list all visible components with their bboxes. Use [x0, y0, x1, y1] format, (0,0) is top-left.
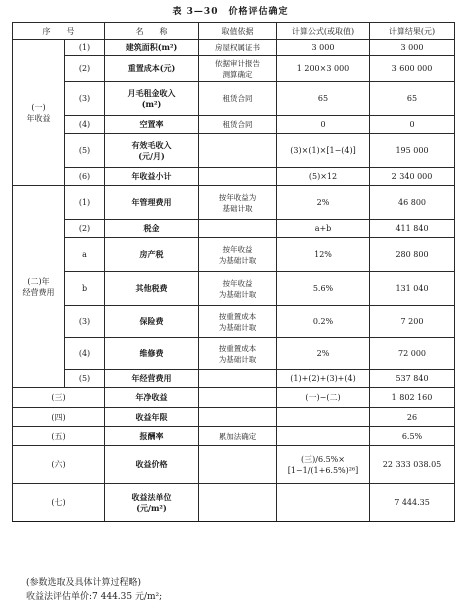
row-name: 收益年限 — [105, 408, 199, 427]
table-row — [13, 220, 455, 238]
row-name: 报酬率 — [105, 427, 199, 446]
row-basis — [199, 370, 277, 388]
row-basis: 累加法确定 — [199, 427, 277, 446]
table-row — [13, 484, 455, 522]
header-index: 序 号 — [13, 23, 105, 40]
row-result: 22 333 038.05 — [370, 446, 455, 484]
row-formula: (5)×12 — [277, 168, 370, 186]
header-name: 名 称 — [105, 23, 199, 40]
row-result: 131 040 — [370, 272, 455, 306]
row-result: 26 — [370, 408, 455, 427]
row-name: 其他税费 — [105, 272, 199, 306]
row-name: 保险费 — [105, 306, 199, 338]
row-name: 空置率 — [105, 116, 199, 134]
row-basis — [199, 168, 277, 186]
row-index: (2) — [65, 56, 105, 82]
row-index: (四) — [13, 408, 105, 427]
table-row — [13, 408, 455, 427]
row-basis: 按重置成本 为基础计取 — [199, 306, 277, 338]
header-result: 计算结果(元) — [370, 23, 455, 40]
row-basis: 依据审计报告 测算确定 — [199, 56, 277, 82]
row-formula: 2% — [277, 338, 370, 370]
row-basis — [199, 446, 277, 484]
row-index: (六) — [13, 446, 105, 484]
row-result: 65 — [370, 82, 455, 116]
table-row — [13, 427, 455, 446]
row-index: b — [65, 272, 105, 306]
row-index: (5) — [65, 370, 105, 388]
row-basis — [199, 484, 277, 522]
row-index: (2) — [65, 220, 105, 238]
row-name: 年收益小计 — [105, 168, 199, 186]
row-index: (3) — [65, 306, 105, 338]
notes-result-line: 收益法评估单价:7 444.35 元/m²; — [26, 592, 163, 602]
row-basis: 租赁合同 — [199, 82, 277, 116]
row-result: 7 200 — [370, 306, 455, 338]
row-basis — [199, 388, 277, 408]
row-index: (1) — [65, 186, 105, 220]
header-basis: 取值依据 — [199, 23, 277, 40]
row-result: 0 — [370, 116, 455, 134]
row-index: (4) — [65, 116, 105, 134]
row-name: 年净收益 — [105, 388, 199, 408]
row-index: (三) — [13, 388, 105, 408]
row-formula: 12% — [277, 238, 370, 272]
row-formula: (3)×(1)×[1−(4)] — [277, 134, 370, 168]
row-basis: 按年收益为 基础计取 — [199, 186, 277, 220]
row-formula: a+b — [277, 220, 370, 238]
row-name: 维修费 — [105, 338, 199, 370]
row-formula: (一)−(二) — [277, 388, 370, 408]
row-name: 重置成本(元) — [105, 56, 199, 82]
table-row — [13, 388, 455, 408]
row-result: 7 444.35 — [370, 484, 455, 522]
row-formula: 5.6% — [277, 272, 370, 306]
row-result: 6.5% — [370, 427, 455, 446]
row-basis: 租赁合同 — [199, 116, 277, 134]
table-row — [13, 56, 455, 82]
row-formula: 2% — [277, 186, 370, 220]
row-result: 411 840 — [370, 220, 455, 238]
row-index: (3) — [65, 82, 105, 116]
row-result: 3 600 000 — [370, 56, 455, 82]
table-row — [13, 238, 455, 272]
row-basis: 按年收益 为基础计取 — [199, 272, 277, 306]
notes — [26, 576, 446, 604]
table-row — [13, 168, 455, 186]
row-index: (七) — [13, 484, 105, 522]
row-formula — [277, 484, 370, 522]
row-index: (5) — [65, 134, 105, 168]
row-name: 收益法单位 (元/m²) — [105, 484, 199, 522]
group-label-annual-income: (一) 年收益 — [13, 40, 65, 186]
row-name: 年管理费用 — [105, 186, 199, 220]
table-row — [13, 134, 455, 168]
row-name: 房产税 — [105, 238, 199, 272]
table-header-row — [13, 23, 455, 40]
table-row — [13, 40, 455, 56]
row-formula: (三)/6.5%× [1−1/(1+6.5%)²⁶] — [277, 446, 370, 484]
row-formula: 65 — [277, 82, 370, 116]
table-row — [13, 446, 455, 484]
row-formula: (1)+(2)+(3)+(4) — [277, 370, 370, 388]
row-index: (1) — [65, 40, 105, 56]
table-row — [13, 306, 455, 338]
row-name: 年经营费用 — [105, 370, 199, 388]
row-result: 2 340 000 — [370, 168, 455, 186]
table-row — [13, 116, 455, 134]
row-formula — [277, 427, 370, 446]
row-name: 税金 — [105, 220, 199, 238]
row-name: 收益价格 — [105, 446, 199, 484]
row-formula: 3 000 — [277, 40, 370, 56]
row-basis — [199, 220, 277, 238]
row-result: 195 000 — [370, 134, 455, 168]
row-name: 建筑面积(m²) — [105, 40, 199, 56]
row-formula: 1 200×3 000 — [277, 56, 370, 82]
row-index: (五) — [13, 427, 105, 446]
row-index: a — [65, 238, 105, 272]
notes-heading: (参数选取及具体计算过程略) — [26, 578, 142, 588]
row-result: 72 000 — [370, 338, 455, 370]
row-basis: 按年收益 为基础计取 — [199, 238, 277, 272]
header-formula: 计算公式(或取值) — [277, 23, 370, 40]
table-row — [13, 82, 455, 116]
row-result: 537 840 — [370, 370, 455, 388]
row-result: 46 800 — [370, 186, 455, 220]
valuation-table — [12, 22, 455, 522]
row-basis — [199, 408, 277, 427]
row-name: 有效毛收入 (元/月) — [105, 134, 199, 168]
row-formula: 0 — [277, 116, 370, 134]
table-title: 表 3—30 价格评估确定 — [172, 7, 289, 17]
row-formula — [277, 408, 370, 427]
row-result: 1 802 160 — [370, 388, 455, 408]
row-index: (4) — [65, 338, 105, 370]
row-basis: 按重置成本 为基础计取 — [199, 338, 277, 370]
table-row — [13, 272, 455, 306]
row-result: 280 800 — [370, 238, 455, 272]
table-row — [13, 186, 455, 220]
row-basis: 房屋权属证书 — [199, 40, 277, 56]
table-row — [13, 370, 455, 388]
row-index: (6) — [65, 168, 105, 186]
group-label-operating-cost: (二)年 经营费用 — [13, 186, 65, 388]
row-basis — [199, 134, 277, 168]
row-result: 3 000 — [370, 40, 455, 56]
table-row — [13, 338, 455, 370]
row-name: 月毛租金收入 (m²) — [105, 82, 199, 116]
row-formula: 0.2% — [277, 306, 370, 338]
